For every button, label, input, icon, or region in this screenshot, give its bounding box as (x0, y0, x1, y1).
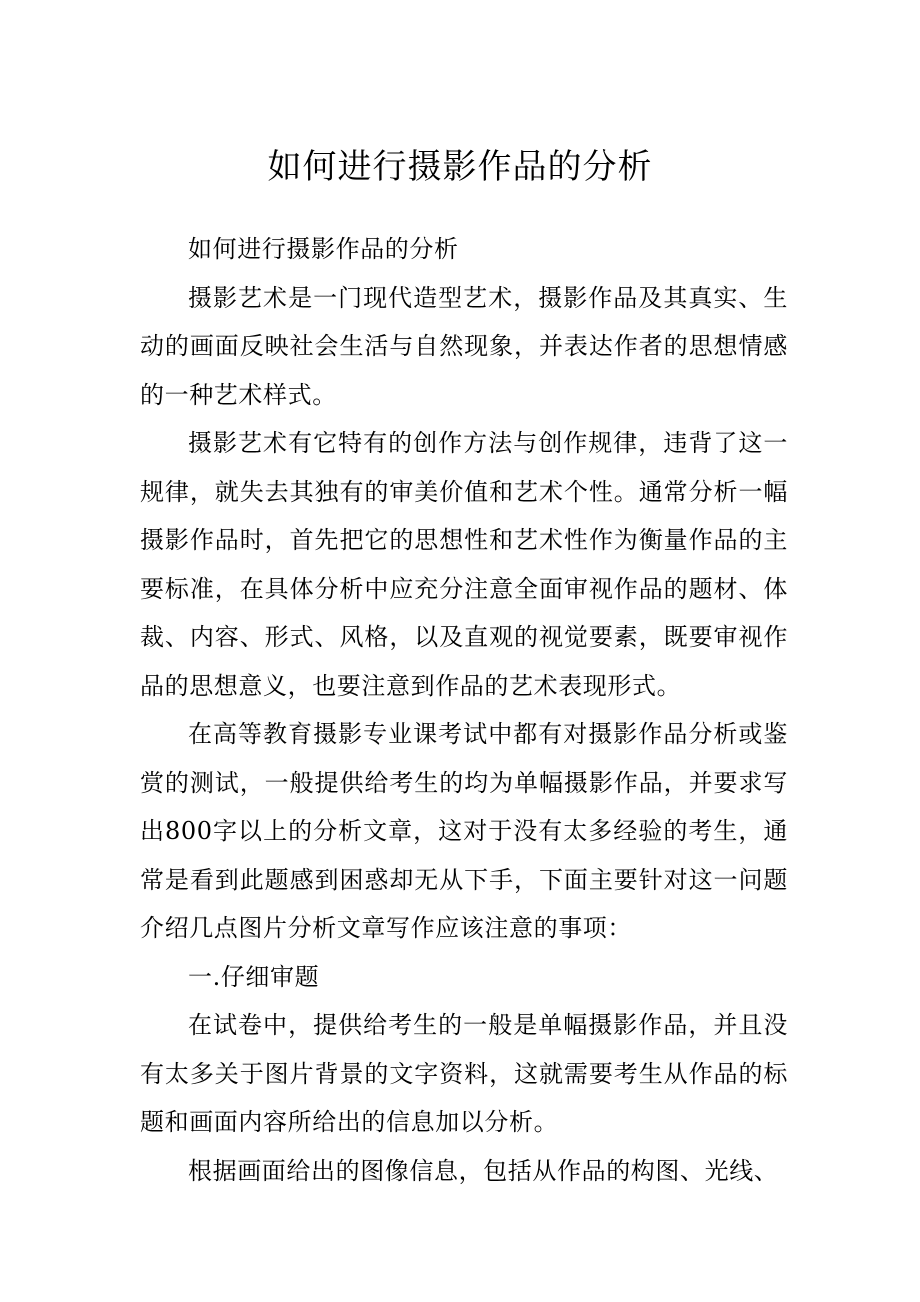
paragraph-exam-context: 在高等教育摄影专业课考试中都有对摄影作品分析或鉴赏的测试，一般提供给考生的均为单幅摄影作品，并要求写出800字以上的分析文章，这对于没有太多经验的考生，通常是看到此题感到困惑却无从下手，下面主要针对这一问题介绍几点图片分析文章写作应该注意的事项： (140, 720, 788, 942)
paragraph-subtitle: 如何进行摄影作品的分析 (188, 235, 459, 263)
paragraph-creative-rules: 摄影艺术有它特有的创作方法与创作规律，违背了这一规律，就失去其独有的审美价值和艺术个性。通常分析一幅摄影作品时，首先把它的思想性和艺术性作为衡量作品的主要标准，在具体分析中应充分注意全面审视作品的题材、体裁、内容、形式、风格，以及直观的视觉要素，既要审视作品的思想意义，也要注意到作品的艺术表现形式。 (140, 429, 788, 700)
paragraph-exam-paper: 在试卷中，提供给考生的一般是单幅摄影作品，并且没有太多关于图片背景的文字资料，这就需要考生从作品的标题和画面内容所给出的信息加以分析。 (140, 1011, 788, 1136)
paragraph-intro: 摄影艺术是一门现代造型艺术，摄影作品及其真实、生动的画面反映社会生活与自然现象，并表达作者的思想情感的一种艺术样式。 (140, 283, 788, 409)
document-title: 如何进行摄影作品的分析 (267, 147, 653, 187)
section-heading-careful-reading: 一.仔细审题 (188, 962, 320, 991)
document-body (140, 225, 788, 1195)
paragraph-image-info: 根据画面给出的图像信息，包括从作品的构图、光线、 (188, 1156, 779, 1185)
